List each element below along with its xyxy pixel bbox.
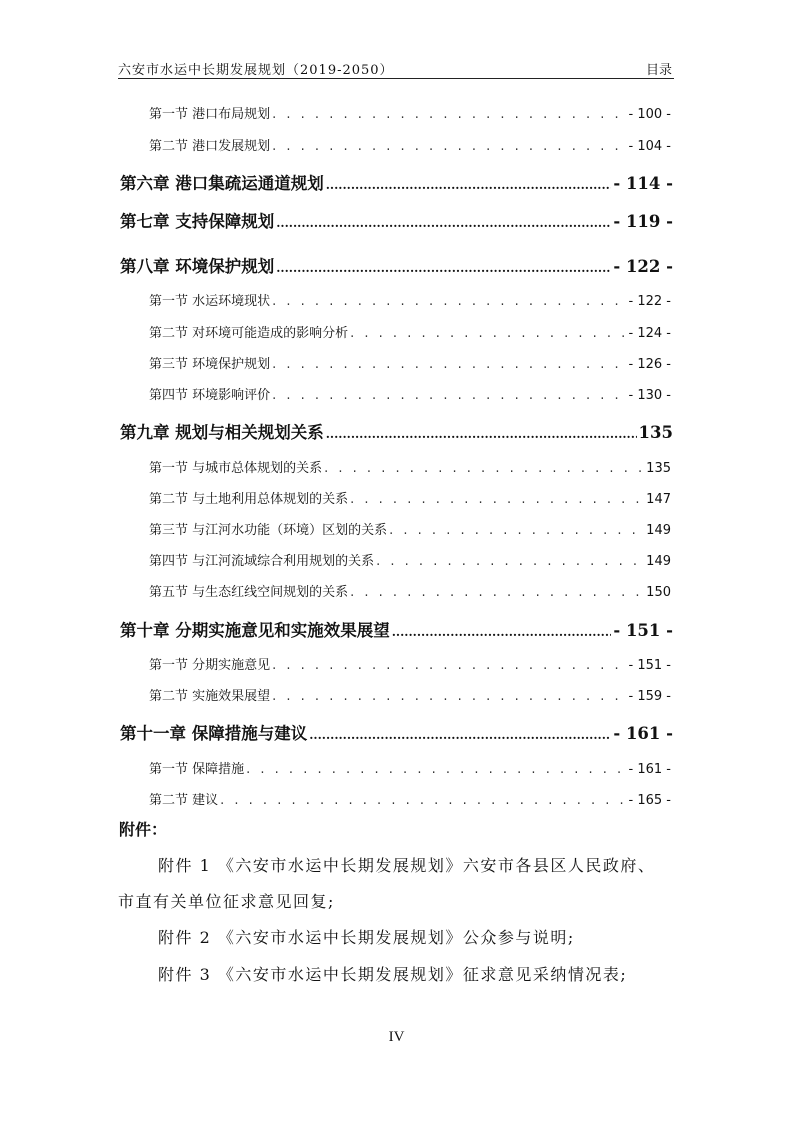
toc-entry[interactable] bbox=[149, 135, 671, 155]
toc-chapter-page: - 122 - bbox=[613, 257, 673, 276]
toc-chapter[interactable] bbox=[120, 617, 673, 643]
toc-entry[interactable] bbox=[149, 550, 671, 570]
header-title: 六安市水运中长期发展规划（2019-2050） bbox=[118, 63, 394, 78]
dot-leader bbox=[220, 793, 626, 808]
dot-leader bbox=[246, 762, 626, 777]
toc-chapter-title: 第十章 分期实施意见和实施效果展望 bbox=[120, 621, 390, 640]
toc-entry-title: 第二节 建议 bbox=[149, 793, 219, 808]
toc-chapter[interactable] bbox=[120, 170, 673, 196]
dot-leader bbox=[389, 523, 644, 538]
toc-entry-page: 149 bbox=[646, 523, 671, 538]
toc-chapter-page: 135 bbox=[638, 423, 673, 442]
dot-leader bbox=[350, 326, 626, 341]
dot-leader bbox=[272, 388, 626, 403]
toc-entry-title: 第一节 水运环境现状 bbox=[149, 294, 271, 309]
dot-leader bbox=[272, 107, 626, 122]
toc-entry-title: 第二节 对环境可能造成的影响分析 bbox=[149, 326, 349, 341]
page-number: IV bbox=[388, 1029, 405, 1045]
toc-chapter-page: - 114 - bbox=[613, 174, 673, 193]
toc-entry[interactable] bbox=[149, 457, 671, 477]
toc-chapter-page: - 151 - bbox=[613, 621, 673, 640]
toc-entry-page: 147 bbox=[646, 492, 671, 507]
toc-entry[interactable] bbox=[149, 519, 671, 539]
toc-entry-page: - 100 - bbox=[628, 107, 671, 122]
toc-entry[interactable] bbox=[149, 581, 671, 601]
dot-leader bbox=[272, 658, 626, 673]
toc-entry-title: 第二节 与土地利用总体规划的关系 bbox=[149, 492, 349, 507]
header-rule bbox=[118, 78, 674, 79]
dot-leader bbox=[272, 357, 626, 372]
annex-heading: 附件： bbox=[119, 820, 168, 839]
toc-entry-title: 第三节 环境保护规划 bbox=[149, 357, 271, 372]
toc-entry-page: - 130 - bbox=[628, 388, 671, 403]
toc-entry-page: - 122 - bbox=[628, 294, 671, 309]
dot-leader bbox=[276, 261, 611, 275]
toc-entry-page: - 165 - bbox=[628, 793, 671, 808]
toc-entry-title: 第一节 港口布局规划 bbox=[149, 107, 271, 122]
toc-chapter-title: 第十一章 保障措施与建议 bbox=[120, 724, 308, 743]
toc-entry-title: 第一节 与城市总体规划的关系 bbox=[149, 461, 323, 476]
toc-chapter-page: - 119 - bbox=[613, 212, 673, 231]
toc-entry-page: - 124 - bbox=[628, 326, 671, 341]
dot-leader bbox=[272, 139, 626, 154]
toc-chapter-title: 第六章 港口集疏运通道规划 bbox=[120, 174, 324, 193]
toc-entry[interactable] bbox=[149, 103, 671, 123]
dot-leader bbox=[326, 427, 637, 441]
toc-entry-title: 第一节 分期实施意见 bbox=[149, 658, 271, 673]
toc-entry-title: 第三节 与江河水功能（环境）区划的关系 bbox=[149, 523, 388, 538]
annex-item: 附件 3 《六安市水运中长期发展规划》征求意见采纳情况表; bbox=[158, 965, 628, 984]
annex-item-continuation: 市直有关单位征求意见回复; bbox=[118, 892, 335, 911]
toc-entry-title: 第二节 港口发展规划 bbox=[149, 139, 271, 154]
dot-leader bbox=[376, 554, 644, 569]
dot-leader bbox=[276, 216, 611, 230]
dot-leader bbox=[326, 178, 612, 192]
toc-entry[interactable] bbox=[149, 290, 671, 310]
toc-entry-page: - 159 - bbox=[628, 689, 671, 704]
toc-chapter-title: 第七章 支持保障规划 bbox=[120, 212, 275, 231]
toc-entry-page: 149 bbox=[646, 554, 671, 569]
toc-chapter[interactable] bbox=[120, 720, 673, 746]
dot-leader bbox=[272, 689, 626, 704]
toc-entry-title: 第四节 与江河流域综合利用规划的关系 bbox=[149, 554, 375, 569]
toc-entry[interactable] bbox=[149, 789, 671, 809]
running-header bbox=[118, 55, 674, 79]
toc-entry-title: 第四节 环境影响评价 bbox=[149, 388, 271, 403]
toc-entry-page: - 161 - bbox=[628, 762, 671, 777]
annex-item: 附件 1 《六安市水运中长期发展规划》六安市各县区人民政府、 bbox=[158, 856, 656, 875]
toc-entry[interactable] bbox=[149, 488, 671, 508]
dot-leader bbox=[350, 585, 644, 600]
dot-leader bbox=[392, 625, 612, 639]
toc-entry-page: 150 bbox=[646, 585, 671, 600]
toc-entry[interactable] bbox=[149, 654, 671, 674]
toc-entry-page: - 104 - bbox=[628, 139, 671, 154]
toc-entry[interactable] bbox=[149, 384, 671, 404]
toc-entry[interactable] bbox=[149, 353, 671, 373]
toc-entry-title: 第二节 实施效果展望 bbox=[149, 689, 271, 704]
dot-leader bbox=[324, 461, 644, 476]
toc-entry[interactable] bbox=[149, 322, 671, 342]
toc-entry[interactable] bbox=[149, 685, 671, 705]
toc-entry-page: - 151 - bbox=[628, 658, 671, 673]
toc-chapter[interactable] bbox=[120, 253, 673, 279]
dot-leader bbox=[350, 492, 644, 507]
toc-entry-page: 135 bbox=[646, 461, 671, 476]
toc-chapter-title: 第八章 环境保护规划 bbox=[120, 257, 275, 276]
toc-entry-title: 第一节 保障措施 bbox=[149, 762, 245, 777]
toc-chapter-title: 第九章 规划与相关规划关系 bbox=[120, 423, 324, 442]
toc-chapter-page: - 161 - bbox=[613, 724, 673, 743]
header-section-label: 目录 bbox=[645, 63, 672, 78]
toc-entry[interactable] bbox=[149, 758, 671, 778]
toc-entry-title: 第五节 与生态红线空间规划的关系 bbox=[149, 585, 349, 600]
annex-item: 附件 2 《六安市水运中长期发展规划》公众参与说明; bbox=[158, 928, 575, 947]
dot-leader bbox=[309, 728, 611, 742]
toc-entry-page: - 126 - bbox=[628, 357, 671, 372]
toc-chapter[interactable] bbox=[120, 419, 673, 445]
toc-chapter[interactable] bbox=[120, 208, 673, 234]
dot-leader bbox=[272, 294, 626, 309]
